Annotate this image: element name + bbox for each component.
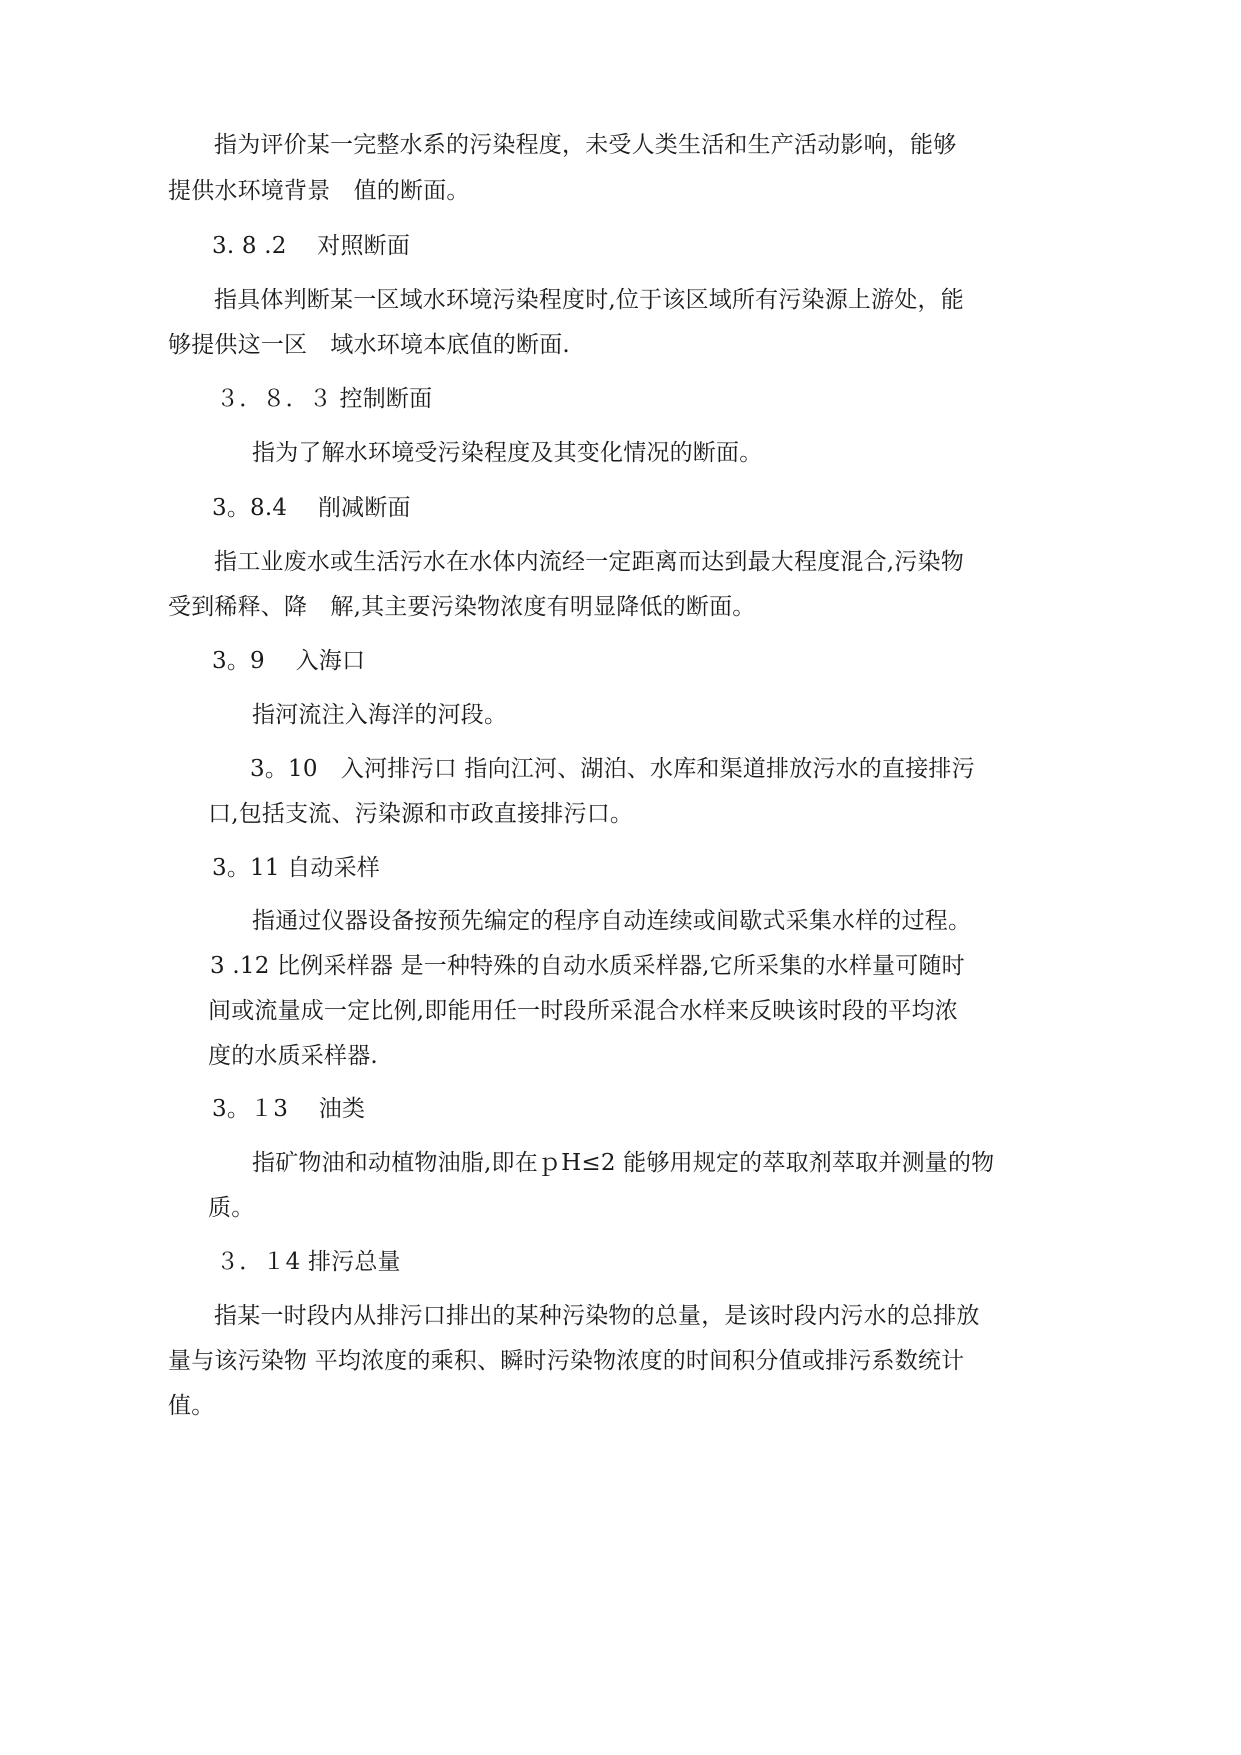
section-heading: ３．８．３ 控制断面 (216, 386, 433, 412)
text-line: 量与该污染物 平均浓度的乘积、瞬时污染物浓度的时间积分值或排污系数统计 (168, 1348, 965, 1374)
section-heading: 3。8.4 削减断面 (212, 495, 411, 521)
text-line: 够提供这一区 域水环境本底值的断面. (168, 332, 570, 358)
text-line: 间或流量成一定比例,即能用任一时段所采混合水样来反映该时段的平均浓 (208, 998, 958, 1024)
text-line: 3 .12 比例采样器 是一种特殊的自动水质采样器,它所采集的水样量可随时 (210, 953, 965, 979)
section-heading: 3。9 入海口 (212, 648, 366, 674)
section-heading: ３．１4 排污总量 (216, 1249, 401, 1275)
section-heading: 3. 8 .2 对照断面 (212, 233, 411, 259)
section-heading: 3。11 自动采样 (212, 855, 381, 881)
text-line: 提供水环境背景 值的断面。 (168, 178, 470, 204)
text-line: 指为评价某一完整水系的污染程度，未受人类生活和生产活动影响，能够 (214, 132, 957, 158)
text-line: 度的水质采样器. (208, 1043, 378, 1069)
text-line: 受到稀释、降 解,其主要污染物浓度有明显降低的断面。 (168, 594, 756, 620)
text-line: 3。10 入河排污口 指向江河、湖泊、水库和渠道排放污水的直接排污 (250, 756, 975, 782)
text-line: 口,包括支流、污染源和市政直接排污口。 (208, 801, 634, 827)
text-line: 指河流注入海洋的河段。 (252, 702, 508, 728)
text-line: 指矿物油和动植物油脂,即在ｐH≤2 能够用规定的萃取剂萃取并测量的物 (252, 1150, 995, 1176)
text-line: 指为了解水环境受污染程度及其变化情况的断面。 (252, 440, 763, 466)
text-line: 指通过仪器设备按预先编定的程序自动连续或间歇式采集水样的过程。 (252, 908, 972, 934)
text-line: 质。 (208, 1195, 255, 1221)
text-line: 指某一时段内从排污口排出的某种污染物的总量，是该时段内污水的总排放 (214, 1303, 980, 1329)
text-line: 值。 (168, 1393, 215, 1419)
text-line: 指具体判断某一区域水环境污染程度时,位于该区域所有污染源上游处，能 (214, 287, 964, 313)
section-heading: 3。１3 油类 (212, 1096, 366, 1122)
text-line: 指工业废水或生活污水在水体内流经一定距离而达到最大程度混合,污染物 (214, 549, 964, 575)
